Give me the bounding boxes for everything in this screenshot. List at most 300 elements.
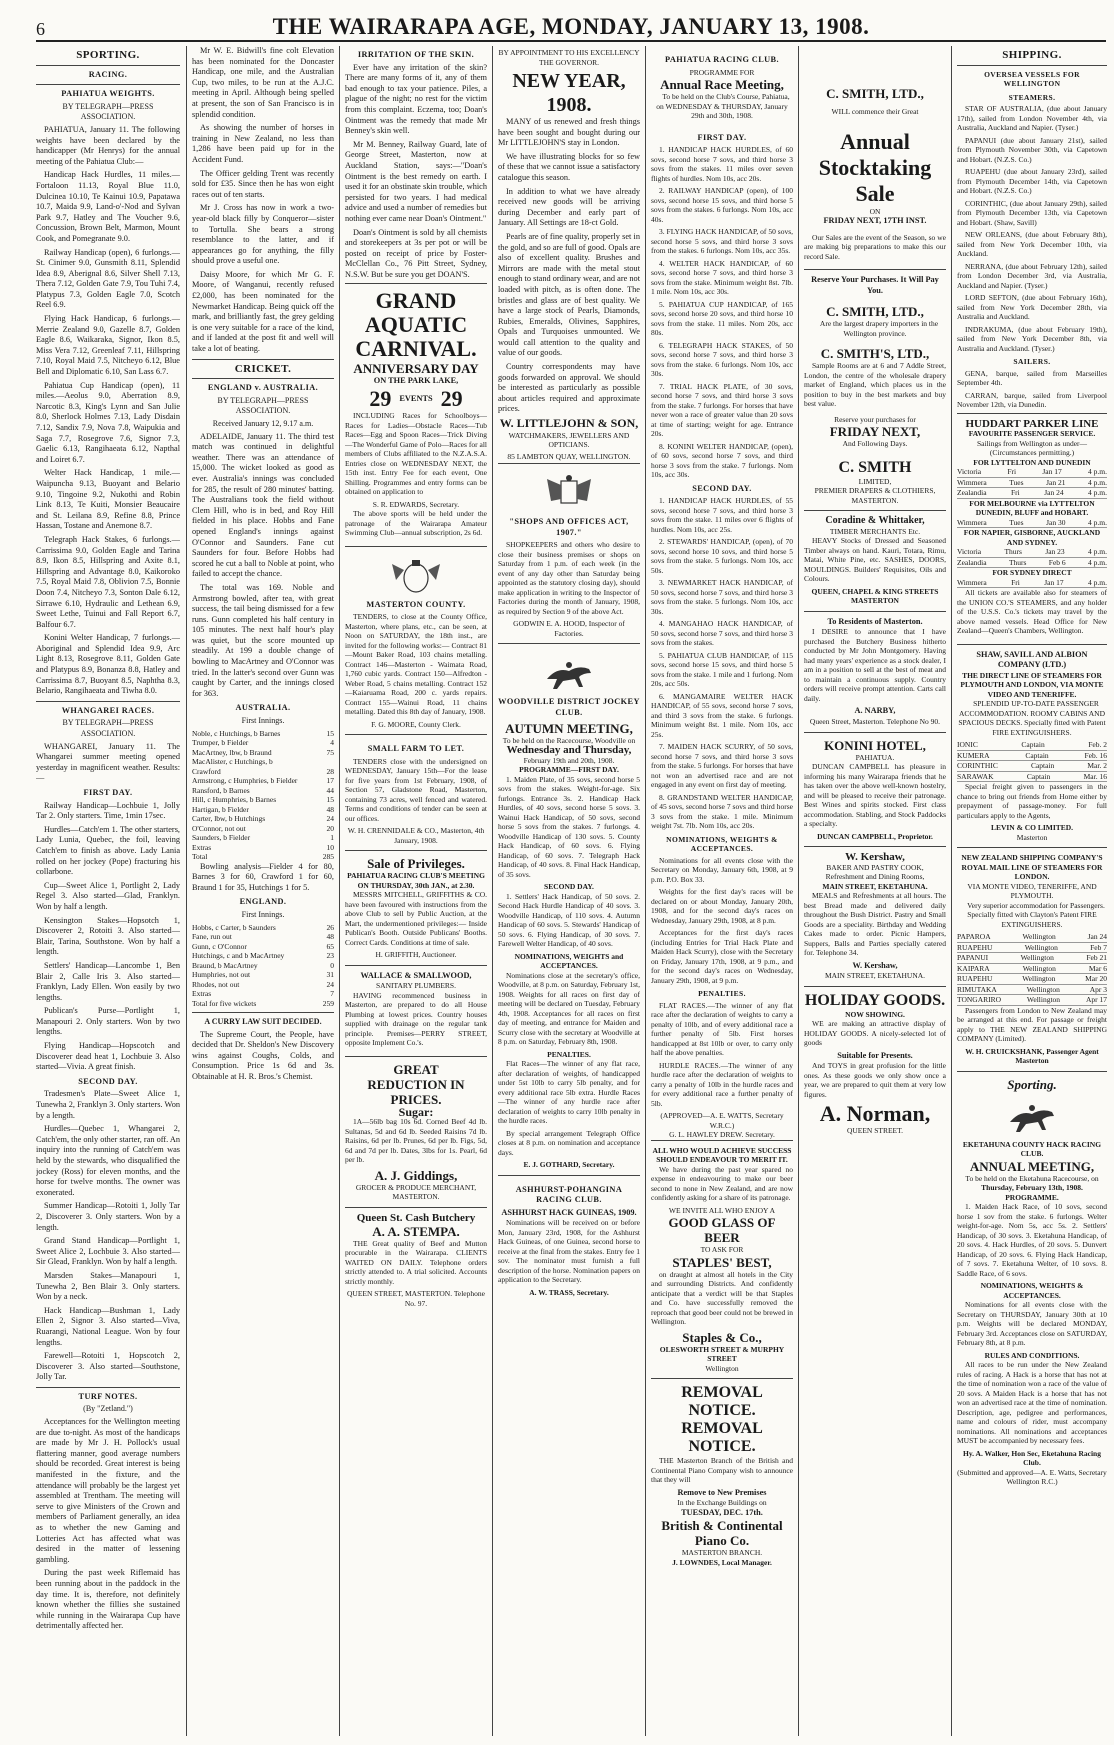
ashhurst-racing-ad <box>498 1175 640 1303</box>
sailing-cell: Zealandia <box>957 557 987 567</box>
ad-title: Reserve Your Purchases. It Will Pay You. <box>811 275 939 295</box>
event-count: 29 <box>369 386 392 412</box>
ad-signature: H. GRIFFITH, Auctioneer. <box>375 950 457 960</box>
column-advertisements-3 <box>651 46 793 1736</box>
runs: 26 <box>326 922 334 932</box>
ad-title: CARNIVAL. <box>355 336 477 362</box>
ad-body: TENDERS, to close at the County Office, Masterton, where plans, etc., can be seen, at Noon on SATURDAY, the 18th inst., are invited for the following works:— Contract 81—Mount Baker Road, 103 chains metalling. Contract 146—Masterton - Waimata Road, 1,760 cubic yards. Contract 150—Alfredton - Weber Road, 5 chains metalling. Contract 152—Kaiaruama Road, 200 c. yards repairs. Contract 155—Wainui Road, 11 chains metalling. Dated this 8th day of January, 1908. <box>345 612 487 717</box>
shaw-savill-ad <box>957 644 1107 848</box>
sailing-cell: Thurs <box>1004 547 1022 557</box>
ad-body: To be held on the Club's Course, Pahiatua, on WEDNESDAY & THURSDAY, January 29th and 30th, 1908. <box>656 92 790 121</box>
shops-act-notice <box>498 463 640 643</box>
ad-body: Nominations will be received on or before Mon, January 23rd, 1908, for the Ashhurst Hack Guineas, of one Guinea, second horse to receive at the final from the stakes. Entry fee 1 sov. The nominator must furnish a full description of the horse. Nomination papers on application to the Secretary. <box>498 1218 640 1285</box>
scorecard-row <box>192 942 334 952</box>
ad-subtitle: LIMITED, <box>858 476 892 486</box>
ad-firm-name: C. SMITH <box>838 458 912 476</box>
scorecard-row <box>192 980 334 990</box>
paragraph: ADELAIDE, January 11. The third test match was continued in delightful weather. There was an attendance of 15,000. The wicket looked as good as ever. Australia's innings was concluded for 285, the result of 280 minutes' batting. The Australians took the field without Clem Hill, who is in bed, and Roy Hill fielded in his place. Hobbs and Fane opened England's innings against O'Connor and Saunders. Fane cut Saunders for four. Before Hobbs had scored he cut a ball to Noble at point, who failed to accept the chance. <box>192 431 334 579</box>
batsman: Total for five wickets <box>192 998 257 1008</box>
race-item: 6. TELEGRAPH HACK STAKES, of 50 sovs, second horse 7 sovs, and third horse 3 sovs from the stake. 6 furlongs. Nom 10s, acc 30s. <box>651 340 793 379</box>
paragraph: WHANGAREI, January 11. The Whangarei summer meeting opened yesterday in magnificent weather. Results:— <box>36 741 180 783</box>
paragraph: Acceptances for the Wellington meeting are due to-night. As most of the handicaps are made by Mr J. H. Pollock's usual flattering manner, good average numbers should be recorded. Great interest is being manifested in the fixture, and the attendance will probably be the largest yet assembled at Trentham. The meeting will serve to give Ministers of the Crown and members of Parliament generally, an idea as to whether the new Gaming and Lotteries Act has affected what was desired in the matter of lessening gambling. <box>36 1417 180 1564</box>
batsman: Crawford <box>192 766 221 776</box>
staples-beer-ad <box>651 1140 793 1379</box>
sailing-cell: Jan 23 <box>1045 547 1065 557</box>
ad-body: And Following Days. <box>842 439 908 449</box>
ad-body: We have during the past year spared no expense in endeavouring to make our beer second to none in New Zealand, and are now confidently asking for a share of its patronage. <box>651 1164 793 1203</box>
woodville-jockey-club-ad <box>498 643 640 1174</box>
paragraph: The Officer gelding Trent was recently sold for £35. Since then he has won eight races out of ten starts. <box>192 168 334 199</box>
scorecard-row <box>192 961 334 971</box>
grocer-ad <box>345 1056 487 1207</box>
innings-label: First Innings. <box>241 716 285 726</box>
runs: 24 <box>326 814 334 824</box>
scorecard-row <box>192 843 334 853</box>
sailing-cell: Jan 24 <box>1044 488 1064 498</box>
small-farm-ad <box>345 734 487 850</box>
sailing-cell: Wimmera <box>957 517 987 527</box>
ad-signature: GODWIN E. A. HOOD, Inspector of Factories. <box>513 619 625 638</box>
ad-body: INCLUDING Races for Schoolboys—Races for Ladies—Obstacle Races—Tub Races—Egg and Spoon Races—Trick Diving—The Wonderful Game of Polo—Races for all members of Clubs affiliated to the N.Z.A.S.A. Entries close on WEDNESDAY NEXT, the 15th inst. Entry Fee for each event, One Shilling. Programmes and entry forms can be obtained on application to <box>345 411 487 497</box>
konini-hotel-ad <box>804 732 946 847</box>
ad-body: 1A—56lb bag 10s 6d. Corned Beef 4d lb. Sultanas, 5d and 6d lb. Seeded Raisins 7d lb. Raisins, 6d per lb. Prunes, 6d per lb. Figs, 5d, 6d and 7d per lb. Dates, 3lbs for 1s. Pearl, 6d per lb. <box>345 1117 487 1165</box>
scorecard-row <box>192 757 334 767</box>
sailing-row <box>957 478 1107 489</box>
coat-of-arms-icon <box>539 473 599 513</box>
ad-address: 85 LAMBTON QUAY, WELLINGTON. <box>507 451 631 461</box>
racehorse-icon <box>539 653 599 693</box>
paragraph: Pearls are of fine quality, properly set in the gold, and so are full of good. Opals are also of excellent quality. Brushes and Mirrors are made with the metal stout enough to stand ordinary wear, and are not loaded with pitch, as is often done. The bristles and glass are of best quality. We have a large stock of Pearls, Diamonds, Rubies, Emeralds, Olivines, Sapphires, Opals and Turquoises unmounted. We would call attention to the quality and value of our goods. <box>498 231 640 358</box>
ad-title: SMALL FARM TO LET. <box>367 744 465 754</box>
ad-body: In the Exchange Buildings on <box>677 1498 767 1508</box>
sailing-cell: Tues <box>1009 477 1024 487</box>
batsman: Extras <box>192 989 212 999</box>
vessel-item: CORINTHIC, (due about January 29th), sailed from Plymouth December 13th, via Capetown and Hobart. (Shaw, Savill) <box>957 198 1107 227</box>
ad-address: QUEEN STREET. <box>846 1126 904 1136</box>
ad-title: EKETAHUNA COUNTY HACK RACING CLUB. <box>962 1139 1102 1159</box>
butchery-ad <box>345 1207 487 1313</box>
sailing-cell: KAIPARA <box>957 963 990 973</box>
ad-body: 1. Maiden Hack Race, of 10 sovs, second horse 1 sov from the stake. 6 furlongs. Welter weight-for-age. Nom 5s, acc 5s. 2. Settlers' Handicap, of 30 sovs. 3. Eketahuna Handicap, of 20 sovs. 4. Hack Hurdles, of 20 sovs. 5. Dunvert Handicap, of 20 sovs. 6. Flying Hack Handicap, of 7 sovs. 7. Eketahuna Welter, of 10 sovs. 8. Saddle Race, of 6 sovs. <box>957 1202 1107 1278</box>
sailing-cell: 4 p.m. <box>1088 517 1107 527</box>
scorecard-row <box>192 786 334 796</box>
batsman: Hartigan, b Fielder <box>192 804 249 814</box>
vessel-item: GENA, barque, sailed from Marseilles September 4th. <box>957 368 1107 388</box>
runs: 259 <box>322 998 334 1008</box>
sailing-cell: Fri <box>1011 488 1020 498</box>
ad-title: Queen St. Cash Butchery <box>356 1211 476 1224</box>
paragraph: Hack Handicap—Bushman 1, Lady Ellen 2, Signor 3. Also started—Viva, Ruarangi, National League. Won by four lengths. <box>36 1305 180 1347</box>
ad-title: PAHIATUA RACING CLUB. <box>665 55 779 64</box>
paragraph: As showing the number of horses in training in New Zealand, no less than 1,286 have been paid up for in the Accident Fund. <box>192 123 334 164</box>
ad-signature: J. LOWNDES, Local Manager. <box>672 1557 772 1567</box>
runs: 75 <box>326 747 334 757</box>
route-heading: FOR LYTTELTON AND DUNEDIN <box>973 457 1091 467</box>
ad-subtitle: ANNIVERSARY DAY <box>353 361 479 377</box>
paragraph: Railway Handicap—Lochbuie 1, Jolly Tar 2. Only starters. Time, 1min 17sec. <box>36 800 180 821</box>
ad-signature: GROCER & PRODUCE MERCHANT, MASTERTON. <box>355 1182 477 1202</box>
ad-subtitle: NOW SHOWING. <box>845 1009 905 1019</box>
day-heading: SECOND DAY. <box>78 1076 138 1086</box>
plumbers-ad <box>345 965 487 1056</box>
paragraph: Mr J. Cross has now in work a two-year-old black filly by Conqueror—sister to Tortulla. She bears a strong resemblance to the latter, and if appearances go for anything, the filly should prove a useful one. <box>192 203 334 266</box>
ad-address: Masterton <box>1016 832 1048 842</box>
scorecard-row <box>192 833 334 843</box>
paragraph: During the past week Riflemaid has been running about in the paddock in the day time. It is, therefore, not definitely known whether the fillies she sustained while running in the Wairarapa Cup have detrimentally affected her. <box>36 1568 180 1631</box>
innings-label: First Innings. <box>241 910 285 919</box>
event-count: 29 <box>440 386 463 412</box>
paragraph: Country correspondents may have goods forwarded on approval. We should be interested as particularly as possible about articles required and approximate prices. <box>498 362 640 414</box>
byline: BY TELEGRAPH—PRESS ASSOCIATION. <box>62 101 154 122</box>
paragraph: Ever have any irritation of the skin? There are many forms of it, any of them bad enough to tax your patience. Piles, a plague of the night; no rest for the victim from this complaint. Eczema, too; Doan's Ointment was the remedy that made Mr Benney's skin well. <box>345 62 487 136</box>
race-item: 2. STEWARDS' HANDICAP, (open), of 70 sovs, second horse 10 sovs, and third horse 5 sovs from the stake. 5 furlongs. Nom 10s, acc 50s. <box>651 537 793 575</box>
ad-body: To be held on the Racecourse, Woodville on <box>502 735 636 745</box>
sailing-cell: Victoria <box>957 467 982 477</box>
ad-signature: LEVIN & CO LIMITED. <box>990 823 1074 833</box>
ad-title: GREAT <box>393 1061 439 1077</box>
sailing-cell: Captain <box>1026 771 1051 781</box>
race-item: 5. PAHIATUA CLUB HANDICAP, of 115 sovs, second horse 15 sovs, and third horse 5 sovs from the stake. 1 mile and 1 furlong. Nom 20s, acc 50s. <box>651 650 793 689</box>
sailing-row <box>957 558 1107 569</box>
runs: 4 <box>330 738 334 748</box>
batsman: Total <box>192 852 208 862</box>
ad-firm-name: KONINI HOTEL, <box>824 737 926 753</box>
scorecard-row <box>192 824 334 834</box>
batsman: Extras <box>192 842 212 852</box>
ad-signature: A. W. TRASS, Secretary. <box>529 1287 609 1297</box>
ad-title: To Residents of Masterton. <box>827 616 923 626</box>
batsman: Ransford, b Barnes <box>192 785 250 795</box>
ad-body: MEALS and Refreshments at all hours. The best Bread made and delivered daily throughout the Bush District. Pastry and Small Goods are a speciality. Birthday and Wedding Cakes made to order. Picnic Hampers, Suppers, Balls and Parties specially catered for. Telephone 34. <box>804 891 946 958</box>
sailing-cell: Jan 30 <box>1046 517 1066 527</box>
aquatic-carnival-ad <box>345 283 487 545</box>
sailing-cell: Mar. 16 <box>1083 771 1107 781</box>
ad-body: Are the largest drapery importers in the Wellington province. <box>819 319 939 338</box>
section-subheading: SAILERS. <box>1013 357 1051 367</box>
ad-subtitle: FAVOURITE PASSENGER SERVICE. <box>968 429 1096 439</box>
ad-firm-name: W. LITTLEJOHN & SON, <box>499 416 639 431</box>
race-item: 7. MAIDEN HACK SCURRY, of 50 sovs, second horse 7 sovs, and third horse 3 sovs from the stake. 5 furlongs. For horses that have not won an advertised race and are not engaged in any event on first day of meeting. <box>651 742 793 790</box>
ad-address: QUEEN STREET, MASTERTON. Telephone No. 97. <box>347 1289 485 1308</box>
ad-body: on draught at almost all hotels in the City and surrounding Districts. And confidently anticipate that a verdict will be that Staples and Co. have successfully removed the reproach that good beer could not be brewed in Wellington. <box>651 1269 793 1327</box>
sailing-cell: Thurs <box>1008 557 1027 567</box>
paragraph: Welter Hack Handicap, 1 mile.—Waipuncha 9.13, Buoyant and Belario 9.10, Tingoine 9.2, Nukothi and Robin Link 8.13, Te Kuiti, Monsier Beaucaire and St. Leilana 8.9, Refine 8.8, Prince Hassan, Tostane and Anemone 8.7. <box>36 468 180 531</box>
ad-body: FLAT RACES.—The winner of any flat race after the declaration of weights to carry a penalty of 10lb, and of every additional race a further penalty of 5lb. First horses handicapped at 8st 10lb or over, to carry only half the above penalties. <box>651 1000 793 1058</box>
ad-body: THE Masterton Branch of the British and Continental Piano Company wish to announce that they will <box>651 1456 793 1485</box>
ad-body: Nominations for all events close with the Secretary on Monday, January 6th, 1908, at 9 p.m. P.O. Box 33. <box>651 855 793 884</box>
ad-body: Special freight given to passengers in the chance to bring out friends from Home either by prepayment of passage-money. For full particulars apply to the Agents, <box>957 782 1107 820</box>
sailing-row <box>957 547 1107 558</box>
sailing-cell: Jan 24 <box>1087 932 1107 942</box>
vessel-item: LORD SEFTON, (due about February 16th), sailed from New York December 28th, via Australia and Auckland. <box>957 293 1107 322</box>
sailing-cell: Feb. 16 <box>1084 750 1107 760</box>
column-rule <box>645 46 646 1736</box>
ad-body: THE Great quality of Beef and Mutton procurable in the Wairarapa. CLIENTS WAITED ON DAILY. Telephone orders strictly attended to. A trial solicited. Accounts strictly monthly. <box>345 1238 487 1286</box>
removal-notice-ad <box>651 1378 793 1572</box>
paragraph: The Supreme Court, the People, have decided that Dr. Sheldon's New Discovery wins against Coughs, Colds, and Consumption. Price 1s 6d and 3s. Obtainable at H. R. Bros.'s Chemist. <box>192 1029 334 1082</box>
sailing-cell: 4 p.m. <box>1088 547 1107 557</box>
ad-firm-name: British & Continental Piano Co. <box>661 1518 783 1549</box>
ad-body: 1. Settlers' Hack Handicap, of 50 sovs. 2. Second Hack Hurdle Handicap of 40 sovs. 3. Woodville Handicap, of 110 sovs. 4. Autumn Handicap of 60 sovs. 5. Stewards' Handicap of 50 sovs. 6. Flying Handicap, of 30 sovs. 7. Farewell Welter Handicap, of 40 sovs. <box>498 891 640 949</box>
sailing-row <box>957 995 1107 1006</box>
ad-firm-name: Staples & Co., <box>682 1329 762 1345</box>
vessel-item: CARRAN, barque, sailed from Liverpool November 12th, via Dunedin. <box>957 390 1107 410</box>
pahiatua-racing-ad <box>651 46 793 129</box>
race-item: 4. MANGAHAO HACK HANDICAP, of 50 sovs, second horse 7 sovs, and third horse 3 sovs from the stakes. <box>651 619 793 648</box>
ad-subtitle: ASHHURST HACK GUINEAS, 1909. <box>501 1207 637 1217</box>
runs: 285 <box>322 852 334 862</box>
paragraph: Doan's Ointment is sold by all chemists and storekeepers at 3s per pot or will be posted on receipt of price by Foster-McClellan Co., 76 Pitt Street, Sydney, N.S.W. But be sure you get DOAN'S. <box>345 227 487 279</box>
ad-subtitle: THE DIRECT LINE OF STEAMERS FOR PLYMOUTH AND LONDON, VIA MONTE VIDEO AND TENERIFFE. <box>960 670 1104 699</box>
scorecard-row <box>192 738 334 748</box>
sailing-cell: PAPAROA <box>957 932 991 942</box>
ad-address: OLESWORTH STREET & MURPHY STREET <box>659 1344 785 1364</box>
ad-body: All races to be run under the New Zealand rules of racing. A Hack is a horse that has not at the time of nomination won a race of the value of 20 sovs. A Maiden Hack is a horse that has not won an advertised race at the time of nomination. Description, age, pedigree and performances, name and colours of rider, must accompany nominations. All nominations and acceptances MUST be accompanied by necessary fees. <box>957 1360 1107 1446</box>
scorecard-row <box>192 814 334 824</box>
column-advertisements-2 <box>498 46 640 1736</box>
ad-date: FRIDAY NEXT, 17TH INST. <box>823 216 927 225</box>
ad-title: MASTERTON COUNTY. <box>366 599 466 609</box>
batsman: Hill, c Humphries, b Barnes <box>192 795 277 805</box>
ad-body: SHOPKEEPERS and others who desire to close their business premises or shops on Saturday from 1 p.m. of each week (in the event of any day other than Saturday being appointed as the statutory closing day), should make application in writing to the Inspector of Factories during the month of January, 1908, as required by Section 9 of the above Act. <box>498 540 640 616</box>
ad-title: WALLACE & SMALLWOOD, <box>360 970 472 980</box>
sailing-cell: 4 p.m. <box>1088 557 1107 567</box>
runs: 23 <box>326 951 334 961</box>
sailing-row <box>957 518 1107 529</box>
ad-body: And TOYS in great profusion for the little ones. As these goods we only show once a year, we are prepared to quit them at very low figures. <box>804 1061 946 1099</box>
day-heading: FIRST DAY. <box>83 788 133 797</box>
coat-of-arms-icon <box>386 556 446 596</box>
sailing-row <box>957 740 1107 751</box>
ad-body: Sailings from Wellington as under—(Circumstances permitting.) <box>976 438 1088 458</box>
sailing-cell: Wellington <box>1020 953 1054 963</box>
ad-subtitle: Remove to New Premises <box>677 1487 767 1497</box>
scorecard-row <box>192 951 334 961</box>
ad-subtitle: PROGRAMME FOR <box>689 67 755 77</box>
ad-title: GOOD GLASS OF BEER <box>668 1215 776 1246</box>
ad-body: Weights for the first day's races will be declared on or about Monday, January 20th, 1908, and for the second day's races on Wednesday, January 29th, 1908, at 8 p.m. <box>651 887 793 925</box>
batsman: Gunn, c O'Connor <box>192 941 247 951</box>
programme-heading: NOMINATIONS, WEIGHTS and ACCEPTANCES. <box>514 951 624 971</box>
ad-title: Sale of Privileges. <box>367 856 465 872</box>
ad-address: Queen Street, Masterton. Telephone No 90. <box>809 717 941 727</box>
race-item: 3. FLYING HACK HANDICAP, of 50 sovs, second horse 5 sovs, and third horse 3 sovs from the stakes. 6 furlongs. Nom 10s, acc 35s. <box>651 227 793 256</box>
sailing-cell: IONIC <box>957 740 978 750</box>
ad-body: Nominations for all events close with the Secretary on THURSDAY, January 30th at 10 p.m. Weights will be declared MONDAY, February 3rd. Acceptances close on SATURDAY, February 8th, at 8 p.m. <box>957 1300 1107 1348</box>
sailing-cell: Victoria <box>957 547 982 557</box>
vessel-item: RUAPEHU (due about January 23rd), sailed from Plymouth December 14th, via Capetown and Hobart. (N.Z.S. Co.) <box>957 167 1107 196</box>
scorecard-row <box>192 923 334 933</box>
ad-firm-name: Coradine & Whittaker, <box>825 515 925 527</box>
section-heading: SHIPPING. <box>1002 49 1062 61</box>
paragraph: Kensington Stakes—Hopsotch 1, Discoverer 2, Rotoiti 3. Also started—Blair, Tarina, Southstone. Won by half a length. <box>36 915 180 957</box>
column-rule <box>186 46 187 1736</box>
batsman: MacAlister, c Hutchings, b <box>192 757 273 767</box>
ad-body: Reserve your purchases for <box>834 414 916 424</box>
ad-subtitle: VIA MONTE VIDEO, TENERIFFE, AND PLYMOUTH. <box>967 881 1097 901</box>
sailing-cell: 4 p.m. <box>1088 577 1107 587</box>
column-cricket <box>192 46 334 1736</box>
ad-body: TENDERS close with the undersigned on WEDNESDAY, January 15th—For the lease for five years from 1st February, 1908, of Section 57, Gladstone Road, Masterton, containing 73 acres, well fenced and watered. Terms and conditions of tender can be seen at our offices. <box>345 756 487 823</box>
ad-body: Nominations close at the secretary's office, Woodville, at 8 p.m. on Saturday, February 1st, 1908. Weights for all races on first day of meeting will be declared on Tuesday, February 4th, 1908. Acceptances for all races on first day of meeting, and entrance for Maiden and Scurry close with the secretary at Woodville at 8 p.m. on Saturday, February 8th, 1908. <box>498 970 640 1047</box>
paragraph: Settlers' Handicap—Lancombe 1, Ben Blair 2, Calle Iris 3. Also started—Franklyn, Lady Ellen. Won easily by two lengths. <box>36 960 180 1002</box>
paragraph: Pahiatua Cup Handicap (open), 11 miles.—Aeolus 9.0, Aberration 8.9, Narcotic 8.3, King's Lynn and San Julie 8.0, Sherlock Holmes 7.13, Lady Disdain 7.12, Sandix 7.9, Nova 7.8, Waipukia and Saga 7.7, Rosegrove 7.6, Signor 7.3, Gaelic 6.13, Rangihaeata 6.12, Napthal and Loiret 6.7. <box>36 380 180 464</box>
sailing-cell: Tues <box>1009 517 1024 527</box>
section-subheading: OVERSEA VESSELS FOR WELLINGTON <box>984 69 1080 89</box>
ad-signature: F. G. MOORE, County Clerk. <box>371 719 461 729</box>
programme-heading: PROGRAMME—FIRST DAY. <box>519 765 619 775</box>
ad-title: STAPLES' BEST, <box>672 1254 772 1270</box>
paragraph: Hurdles—Catch'em 1. The other starters, Lady Lunia, Quebec, the foil, leaving Catch'em to finish as above. Lady Lania rolled on her jockey (Pope) fracturing his collarbone. <box>36 824 180 877</box>
sailing-cell: Mar. 2 <box>1087 761 1107 771</box>
ad-title: NEW YEAR, 1908. <box>512 70 626 116</box>
sailing-cell: 4 p.m. <box>1088 477 1107 487</box>
sailing-cell: 4 p.m. <box>1088 488 1107 498</box>
sailing-cell: 4 p.m. <box>1088 467 1107 477</box>
article-heading: A CURRY LAW SUIT DECIDED. <box>204 1017 322 1027</box>
paragraph: Grand Stand Handicap—Portlight 1, Sweet Alice 2, Lochbuie 3. Also started—Sir Glead, Franklyn. Won by half a length. <box>36 1236 180 1267</box>
ad-address: PREMIER DRAPERS & CLOTHIERS, MASTERTON. <box>814 486 936 505</box>
day-heading: SECOND DAY. <box>692 483 752 493</box>
race-item: 3. NEWMARKET HACK HANDICAP, of 50 sovs, second horse 7 sovs, and third horse 3 sovs from the stake. 5 furlongs. Nom 10s, acc 30s. <box>651 578 793 616</box>
huddart-parker-ad <box>957 413 1107 644</box>
ad-subtitle: ANNUAL MEETING, <box>969 1158 1095 1174</box>
australia-scorecard <box>192 729 334 862</box>
sailing-cell: Apr 3 <box>1089 984 1107 994</box>
sailing-cell: RIMUTAKA <box>957 984 997 994</box>
sailing-cell: RUAPEHU <box>957 974 993 984</box>
runs: 48 <box>326 804 334 814</box>
race-item: 8. GRANDSTAND WELTER HANDICAP, of 45 sovs, second horse 7 sovs and third horse 3 sovs from the stake. 1 mile. Minimum weight 7st. 7lb. Nom 10s, acc 20s. <box>651 792 793 831</box>
ad-title: REMOVAL NOTICE. <box>681 1384 763 1420</box>
column-rule <box>798 46 799 1736</box>
sailing-cell: Mar 6 <box>1088 963 1107 973</box>
programme-heading: NOMINATIONS, WEIGHTS & ACCEPTANCES. <box>666 834 778 854</box>
ad-subtitle: BAKER AND PASTRY COOK, <box>826 862 924 872</box>
paragraph: Summer Handicap—Rotoiti 1, Jolly Tar 2, Discoverer 3. Only starters. Won by a length. <box>36 1201 180 1232</box>
batsman: Hobbs, c Carter, b Saunders <box>192 922 276 932</box>
ad-body: By special arrangement Telegraph Office closes at 8 p.m. on nomination and acceptance days. <box>498 1128 640 1157</box>
race-item: 6. MANGAMAIRE WELTER HACK HANDICAP, of 55 sovs, second horse 7 sovs, and third 3 sovs from the stake. 6 furlongs. Minimum weight 8st. 1 mile. Nom 10s, acc 25s. <box>651 691 793 739</box>
ad-title: "SHOPS AND OFFICES ACT, 1907." <box>509 517 629 537</box>
ad-body: WE INVITE ALL WHO ENJOY A <box>668 1205 776 1215</box>
sailing-row <box>957 964 1107 975</box>
sailing-cell: Feb. 2 <box>1088 740 1107 750</box>
ad-signature: Hy. A. Walker, Hon Sec, Eketahuna Racing Club. <box>963 1448 1101 1468</box>
ad-address: Wellington <box>705 1363 739 1373</box>
sailing-cell: Apr 17 <box>1085 995 1107 1005</box>
batsman: Saunders, b Fielder <box>192 833 251 843</box>
sailing-cell: Feb 7 <box>1090 942 1107 952</box>
scorecard-row <box>192 748 334 758</box>
ad-title: REDUCTION IN PRICES. <box>367 1076 465 1107</box>
scorecard-row <box>192 970 334 980</box>
paragraph: Marsden Stakes—Manapouri 1, Tunewha 2, Ben Blair 3. Only starters. Won by a neck. <box>36 1270 180 1302</box>
sailing-cell: SARAWAK <box>957 771 994 781</box>
ad-body: Acceptances for the first day's races (including Entries for Trial Hack Plate and Maiden Hack Scurry), close with the Secretary on Friday, January 17th, 1908, at 9 p.m., and for the second day's races on Wednesday, January 29th, 1908, at 9 p.m. <box>651 928 793 985</box>
ad-signature: DUNCAN CAMPBELL, Proprietor. <box>817 831 933 841</box>
paragraph: Tradesmen's Plate—Sweet Alice 1, Tunewha 2, Franklyn 3. Only starters. Won by a length. <box>36 1089 180 1120</box>
race-item: 5. PAHIATUA CUP HANDICAP, of 165 sovs, second horse 20 sovs, and third horse 10 sovs from the stake. 11 miles. Nom 20s, acc 80s. <box>651 299 793 338</box>
byline: BY TELEGRAPH—PRESS ASSOCIATION. <box>62 718 154 739</box>
ad-firm-name: C. SMITH'S, LTD., <box>820 346 930 362</box>
paragraph: Hurdles—Quebec 1, Whangarei 2, Catch'em, the only other starter, ran off. An inquiry into the running of Catch'em was held by the stewards, who disqualified the jockey (Ross) for eleven months, and the horse for twelve months. The owner was exonerated. <box>36 1124 180 1197</box>
sailing-row <box>957 467 1107 478</box>
race-item: 4. WELTER HACK HANDICAP, of 60 sovs, second horse 7 sovs, and third horse 3 sovs from the stake. Minimum weight 8st. 7lb. 1 mile. Nom 10s, acc 30s. <box>651 258 793 297</box>
vessel-item: INDRAKUMA, (due about February 19th), sailed from New York December 8th, via Australia and Auckland. (Tyser.) <box>957 324 1107 353</box>
sailing-cell: Jan 21 <box>1046 477 1066 487</box>
ad-firm-name: C. SMITH, LTD., <box>826 304 924 320</box>
ad-body: WILL commence their Great <box>831 107 919 116</box>
column-sporting <box>36 46 180 1736</box>
ad-body: Very superior accommodation for Passengers. Specially fitted with Clayton's Patent FIRE EXTINGUISHERS. <box>967 900 1105 929</box>
runs: 65 <box>326 941 334 951</box>
ad-title: SHAW, SAVILL AND ALBION COMPANY (LTD.) <box>976 649 1088 670</box>
ad-body: Passengers from London to New Zealand may be arranged at this end. For passage or freight apply to THE NEW ZEALAND SHIPPING COMPANY (Limited). <box>957 1005 1107 1044</box>
ad-body: HURDLE RACES.—The winner of any hurdle race after the declaration of weights to carry a penalty of 10lb in the hurdle races and for every additional race a further penalty of 5lb. <box>651 1060 793 1108</box>
ad-body: TO ASK FOR <box>700 1245 744 1255</box>
ad-title: AQUATIC <box>364 312 468 338</box>
vessel-item: STAR OF AUSTRALIA, (due about January 17th), sailed from London November 4th, via Australia, Auckland and Napier. (Tyser.) <box>957 104 1107 133</box>
race-item: 8. KONINI WELTER HANDICAP, (open), of 60 sovs, second horse 7 sovs, and third horse 3 sovs from the stake. 7 furlongs. Nom 10s, acc 30s. <box>651 441 793 480</box>
ad-firm-name: A. A. STEMPA. <box>372 1223 460 1239</box>
ad-body: February 19th and 20th, 1908. <box>523 755 615 765</box>
ad-note: (APPROVED—A. E. WATTS, Secretary W.R.C.) <box>660 1111 784 1130</box>
sailing-cell: Wimmera <box>957 577 987 587</box>
column-shipping <box>957 46 1107 1736</box>
ad-address: QUEEN, CHAPEL & KING STREETS MASTERTON <box>811 586 939 606</box>
byline: (By "Zetland.") <box>83 1404 133 1414</box>
programme-heading: PENALTIES. <box>698 989 746 999</box>
ad-title: HUDDART PARKER LINE <box>965 417 1099 430</box>
sailing-cell: PAPANUI <box>957 953 989 963</box>
column-rule <box>339 46 340 1736</box>
ad-signature: W. H. CRUICKSHANK, Passenger Agent Masterton <box>965 1046 1099 1066</box>
county-tenders-ad <box>345 546 487 735</box>
ad-body: ON <box>869 206 881 216</box>
sailing-row <box>957 761 1107 772</box>
scorecard-row <box>192 805 334 815</box>
sailing-row <box>957 488 1107 499</box>
butchery-notice-ad <box>804 611 946 732</box>
sailing-cell: Captain <box>1025 750 1049 760</box>
race-item: 1. HANDICAP HACK HURDLES, of 60 sovs, second horse 7 sovs, and third horse 3 sovs from the stakes. 11 miles over seven flights of hurdles. Nom 10s, acc 20s. <box>651 145 793 183</box>
timber-merchants-ad <box>804 510 946 611</box>
paragraph: In addition to what we have already received new goods will be arriving during December and early part of January. All Settings are 18-ct Gold. <box>498 186 640 228</box>
route-heading: FOR NAPIER, GISBORNE, AUCKLAND AND SYDNEY. <box>963 528 1101 547</box>
masthead <box>36 14 1106 42</box>
vessel-item: NEW ORLEANS, (due about February 8th), sailed from New York December 10th, via Auckland. <box>957 230 1107 259</box>
ad-subtitle: AUTUMN MEETING, <box>505 720 633 736</box>
sailing-cell: TONGARIRO <box>957 995 1002 1005</box>
sailing-row <box>957 953 1107 964</box>
ad-subtitle: TIMBER MERCHANTS Etc. <box>829 526 921 536</box>
ad-body: SPLENDID UP-TO-DATE PASSENGER ACCOMMODATION. ROOMY CABINS AND SPACIOUS DECKS. Specially fitted with Patent FIRE EXTINGUISHERS. <box>958 699 1106 737</box>
day-heading: FIRST DAY. <box>697 132 747 142</box>
race-item: 2. RAILWAY HANDICAP (open), of 100 sovs, second horse 15 sovs, and third horse 5 sovs from the stakes. 6 furlongs. Nom 10s, acc 40s. <box>651 186 793 224</box>
ad-firm-name: A. J. Giddings, <box>374 1167 458 1183</box>
baker-ad <box>804 846 946 986</box>
sailing-cell: Zealandia <box>957 488 987 498</box>
batsman: Rhodes, not out <box>192 979 240 989</box>
scorecard-row <box>192 989 334 999</box>
race-item: 1. HANDICAP HACK HURDLES, of 55 sovs, second horse 7 sovs, and third horse 3 sovs from the stake. 11 miles over 6 flights of hurdles. Nom 10s, acc 25s. <box>651 496 793 534</box>
runs: 28 <box>326 766 334 776</box>
runs: 20 <box>326 823 334 833</box>
ad-title: HOLIDAY GOODS. <box>804 991 946 1009</box>
paragraph: Flying Handicap—Hopscotch and Discoverer dead heat 1, Lochbuie 3. Also started—Vivia. A great finish. <box>36 1041 180 1072</box>
article-heading: IRRITATION OF THE SKIN. <box>357 50 475 59</box>
